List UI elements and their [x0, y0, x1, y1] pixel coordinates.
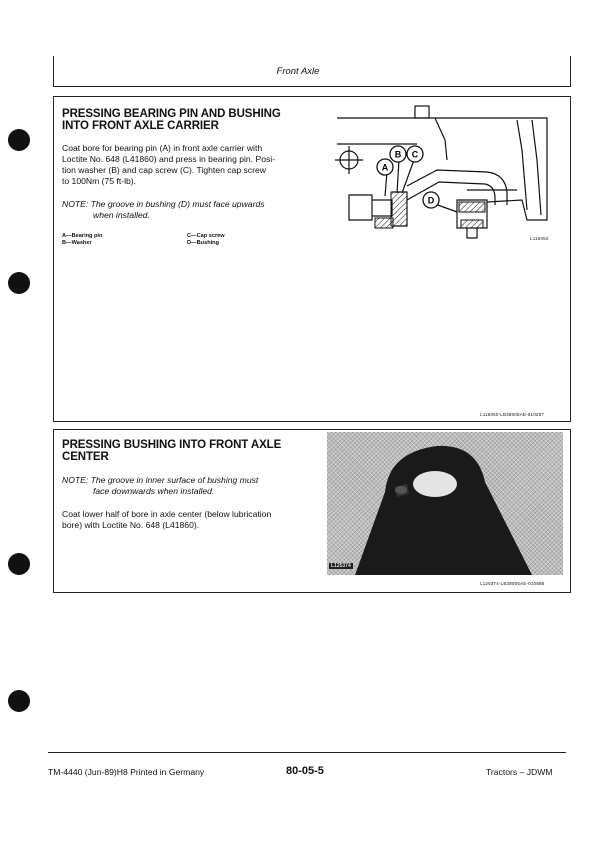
photo-code: L125374	[331, 563, 351, 569]
bearing-pin-diagram	[327, 100, 557, 250]
section2-note	[62, 475, 322, 497]
body-line: Loctite No. 648 (L41860) and press in bearing pin. Posi-	[62, 154, 276, 164]
footer-rule	[48, 752, 566, 753]
section2-title	[62, 439, 281, 463]
section1-note	[62, 199, 322, 221]
footer-publication: TM-4440 (Jun-89)H8 Printed in Germany	[48, 767, 205, 777]
body-line: bore) with Loctite No. 648 (L41860).	[62, 520, 200, 530]
section2-body	[62, 509, 322, 531]
section1-title-line: PRESSING BEARING PIN AND BUSHING	[62, 108, 281, 120]
section1-legend-right	[187, 233, 225, 247]
legend-item-b: B—Washer	[62, 240, 92, 246]
figure1-code: L116050	[530, 236, 549, 241]
footer-page-number: 80-05-5	[286, 765, 324, 777]
axle-center-photo	[327, 432, 563, 575]
header-rule-bottom	[53, 86, 571, 87]
legend-item-c: C—Cap screw	[187, 233, 225, 239]
callout-b: B	[394, 149, 402, 160]
section1-reference-code: L116050-LB38005AE-010287	[480, 412, 545, 417]
body-line: to 100Nm (75 ft-lb).	[62, 176, 137, 186]
section1-title-line: INTO FRONT AXLE CARRIER	[62, 120, 219, 132]
section1-body	[62, 143, 322, 187]
note-line: face downwards when installed.	[93, 486, 215, 496]
legend-item-a: A—Bearing pin	[62, 233, 103, 239]
body-line: Coat lower half of bore in axle center (below lubrication	[62, 509, 272, 519]
running-title: Front Axle	[276, 66, 320, 77]
section1-legend-left	[62, 233, 102, 247]
note-line: NOTE: The groove in inner surface of bushing must	[62, 475, 259, 485]
binder-hole	[8, 553, 30, 575]
legend-item-d: D—Bushing	[187, 240, 220, 246]
callout-c: C	[411, 149, 419, 160]
section2-title-line: PRESSING BUSHING INTO FRONT AXLE	[62, 439, 282, 451]
footer-product: Tractors – JDWM	[486, 767, 553, 777]
binder-hole	[8, 272, 30, 294]
body-line: tion washer (B) and cap screw (C). Tighten cap screw	[62, 165, 266, 175]
binder-hole	[8, 690, 30, 712]
note-line: when installed.	[93, 210, 150, 220]
section1-title	[62, 108, 281, 132]
binder-hole	[8, 129, 30, 151]
callout-a: A	[381, 162, 389, 173]
section2-reference-code: L125374-LB38005AE-010888	[480, 581, 545, 586]
section2-title-line: CENTER	[62, 451, 109, 463]
note-line: NOTE: The groove in bushing (D) must face upwards	[62, 199, 265, 209]
body-line: Coat bore for bearing pin (A) in front axle carrier with	[62, 143, 263, 153]
callout-d: D	[427, 195, 435, 206]
